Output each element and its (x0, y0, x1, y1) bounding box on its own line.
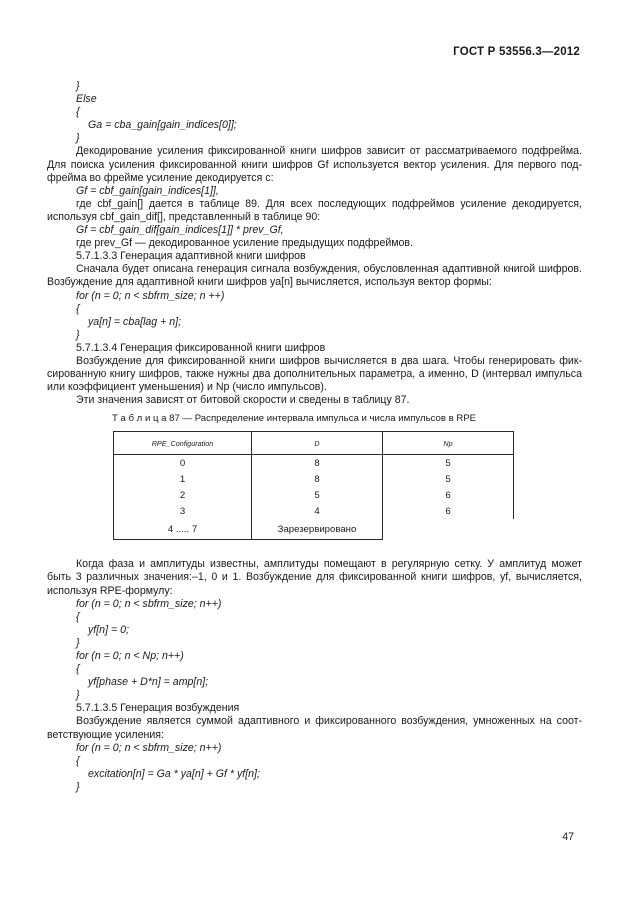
paragraph-line: Возбуждение для адаптивной книги шифров ya[n] вычисляется, используя вектор формы: (47, 276, 492, 289)
table-header-cell: Np (383, 432, 514, 455)
table-header-cell: D (252, 432, 383, 455)
paragraph-line: Для поиска усиления фиксированной книги шифров Gf используется вектор усиления. Для первого под- (47, 158, 582, 171)
paragraph-line: Возбуждение является суммой адаптивного и фиксированного возбуждения, умноженных на соот- (76, 715, 582, 728)
code-line: } (76, 780, 80, 793)
document-header: ГОСТ Р 53556.3—2012 (453, 46, 580, 58)
code-line: } (76, 636, 80, 649)
code-line: for (n = 0; n < sbfrm_size; n ++) (76, 289, 225, 302)
table-cell: 4 (252, 503, 383, 519)
section-heading: 5.7.1.3.5 Генерация возбуждения (76, 702, 240, 715)
table-cell: Зарезервировано (252, 519, 383, 540)
paragraph-line: Сначала будет описана генерация сигнала возбуждения, обусловленная адаптивной книгой шифров. (76, 263, 582, 276)
table-cell: 3 (114, 503, 252, 519)
code-line: for (n = 0; n < sbfrm_size; n++) (76, 597, 222, 610)
code-line: { (76, 663, 80, 676)
rpe-table (113, 431, 514, 540)
table-cell: 6 (383, 503, 514, 519)
code-line: ya[n] = cba[lag + n]; (88, 315, 182, 328)
paragraph-line: сированную книгу шифров, также нужны два дополнительных параметра, а именно, D (интервал импульса (47, 368, 582, 381)
code-line: for (n = 0; n < sbfrm_size; n++) (76, 741, 222, 754)
table-cell: 2 (114, 487, 252, 503)
table-row (114, 503, 514, 519)
paragraph-line: быть 3 различных значения:–1, 0 и 1. Возбуждение для фиксированной книги шифров, yf, вычисляется, (47, 571, 582, 584)
paragraph-line: Возбуждение для фиксированной книги шифров вычисляется в два шага. Чтобы генерировать фик- (76, 354, 582, 367)
code-line: Else (76, 93, 97, 106)
formula-line: Gf = cbf_gain_dif[gain_indices[1]] * prev_Gf, (76, 224, 284, 237)
table-caption: Т а б л и ц а 87 — Распределение интервала импульса и числа импульсов в RPE (112, 413, 477, 425)
table-empty-cell (383, 519, 514, 540)
code-line: excitation[n] = Ga * ya[n] + Gf * yf[n]; (88, 767, 260, 780)
table-header-cell: RPE_Configuration (114, 432, 252, 455)
page-number: 47 (562, 831, 574, 843)
table-header-row (114, 432, 514, 455)
table-cell: 0 (114, 455, 252, 472)
section-heading: 5.7.1.3.4 Генерация фиксированной книги шифров (76, 341, 326, 354)
paragraph-line: используя RPE-формулу: (47, 584, 173, 597)
paragraph-line: Декодирование усиления фиксированной книги шифров зависит от рассматриваемого подфрейма. (76, 145, 582, 158)
table-row (114, 487, 514, 503)
table-cell: 5 (252, 487, 383, 503)
formula-line: Gf = cbf_gain[gain_indices[1]], (76, 184, 219, 197)
code-line: } (76, 328, 80, 341)
table-cell: 8 (252, 471, 383, 487)
table-cell: 4 ..... 7 (114, 519, 252, 540)
paragraph-line: или коэффициент уменьшения) и Np (число импульсов). (47, 381, 327, 394)
paragraph-line: где cbf_gain[] дается в таблице 89. Для всех последующих подфреймов усиление декодируется, (76, 197, 582, 210)
code-line: { (76, 610, 80, 623)
paragraph-line: ветствующие усиления: (47, 728, 164, 741)
table-cell: 8 (252, 455, 383, 472)
code-line: } (76, 80, 80, 92)
table-row (114, 519, 514, 540)
paragraph-line: фрейма во фрейме усиление декодируется с: (47, 171, 274, 184)
code-line: yf[phase + D*n] = amp[n]; (88, 676, 209, 689)
table-row (114, 455, 514, 472)
table-cell: 6 (383, 487, 514, 503)
code-line: { (76, 302, 80, 315)
code-line: { (76, 754, 80, 767)
spacer (47, 540, 582, 558)
code-line: Ga = cba_gain[gain_indices[0]]; (88, 119, 237, 132)
table-cell: 5 (383, 455, 514, 472)
page-content (47, 80, 582, 794)
code-line: } (76, 132, 80, 145)
table-cell: 5 (383, 471, 514, 487)
paragraph-line: Когда фаза и амплитуды известны, амплитуды помещают в регулярную сетку. У амплитуд может (76, 558, 582, 571)
table-row (114, 471, 514, 487)
table-cell: 1 (114, 471, 252, 487)
paragraph-line: где prev_Gf — декодированное усиление предыдущих подфреймов. (76, 237, 414, 250)
section-heading: 5.7.1.3.3 Генерация адаптивной книги шифров (76, 250, 306, 263)
code-line: for (n = 0; n < Np; n++) (76, 650, 184, 662)
code-line: yf[n] = 0; (88, 623, 129, 636)
paragraph-line: используя cbf_gain_dif[], представленный в таблице 90: (47, 210, 321, 223)
code-line: } (76, 689, 80, 702)
paragraph-line: Эти значения зависят от битовой скорости и сведены в таблицу 87. (76, 394, 410, 407)
code-line: { (76, 106, 80, 119)
